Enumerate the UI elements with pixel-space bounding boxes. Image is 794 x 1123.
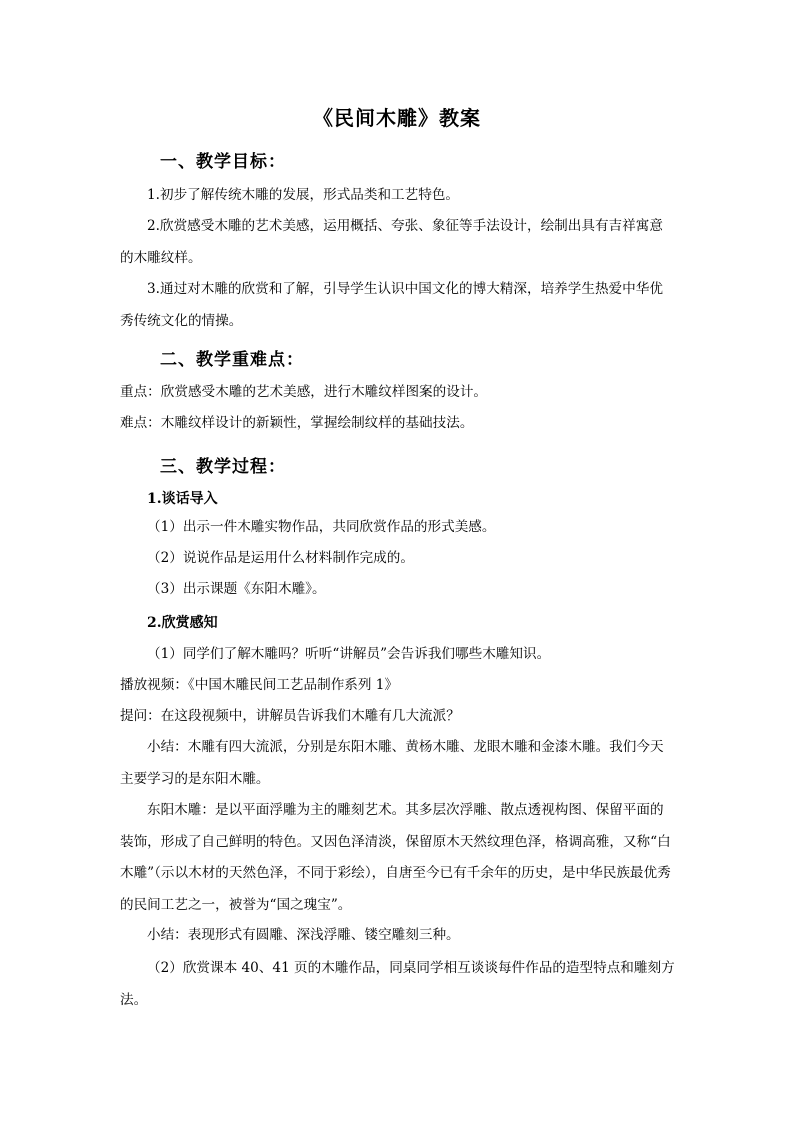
key-point-difficulty: 难点：木雕纹样设计的新颖性，掌握绘制纹样的基础技法。 (120, 415, 474, 431)
step2-question: 提问：在这段视频中，讲解员告诉我们木雕有几大流派？ (120, 708, 460, 724)
step2-question-2: （2）欣赏课本 40、41 页的木雕作品，同桌同学相互谈谈每件作品的造型特点和雕刻方法。 (120, 960, 675, 1008)
key-point-focus: 重点：欣赏感受木雕的艺术美感，进行木雕纹样图案的设计。 (120, 384, 488, 400)
step2-title: 2.欣赏感知 (147, 615, 218, 631)
section-heading-process: 三、教学过程： (160, 457, 286, 477)
goal-item-3: 3.通过对木雕的欣赏和了解，引导学生认识中国文化的博大精深，培养学生热爱中华优秀传统文化的情操。 (120, 281, 663, 329)
step2-dongyang: 东阳木雕：是以平面浮雕为主的雕刻艺术。其多层次浮雕、散点透视构图、保留平面的装饰，形成了自己鲜明的特色。又因色泽清淡，保留原木天然纹理色泽，格调高雅，又称“白木雕”（示以木材的天然色泽，不同于彩绘），自唐至今已有千余年的历史，是中华民族最优秀的民间工艺之一，被誉为“国之瑰宝”。 (120, 802, 671, 913)
section-heading-goals: 一、教学目标： (160, 152, 286, 172)
step1-item-3: （3）出示课题《东阳木雕》。 (147, 581, 326, 597)
step2-question-1: （1）同学们了解木雕吗？听听“讲解员”会告诉我们哪些木雕知识。 (147, 646, 551, 662)
step1-item-2: （2）说说作品是运用什么材料制作完成的。 (147, 550, 414, 566)
step1-item-1: （1）出示一件木雕实物作品，共同欣赏作品的形式美感。 (147, 519, 496, 535)
goal-item-2: 2.欣赏感受木雕的艺术美感，运用概括、夸张、象征等手法设计，绘制出具有吉祥寓意的木雕纹样。 (120, 218, 663, 266)
goal-item-1: 1.初步了解传统木雕的发展，形式品类和工艺特色。 (147, 187, 460, 203)
step1-title: 1.谈话导入 (147, 491, 218, 507)
step2-summary-1: 小结：木雕有四大流派，分别是东阳木雕、黄杨木雕、龙眼木雕和金漆木雕。我们今天主要学习的是东阳木雕。 (120, 739, 664, 787)
step2-summary-2: 小结：表现形式有圆雕、深浅浮雕、镂空雕刻三种。 (147, 927, 460, 943)
document-title: 《民间木雕》教案 (313, 106, 481, 130)
section-heading-key-points: 二、教学重难点： (160, 350, 304, 370)
step2-video: 播放视频：《中国木雕民间工艺品制作系列 1》 (120, 677, 399, 693)
